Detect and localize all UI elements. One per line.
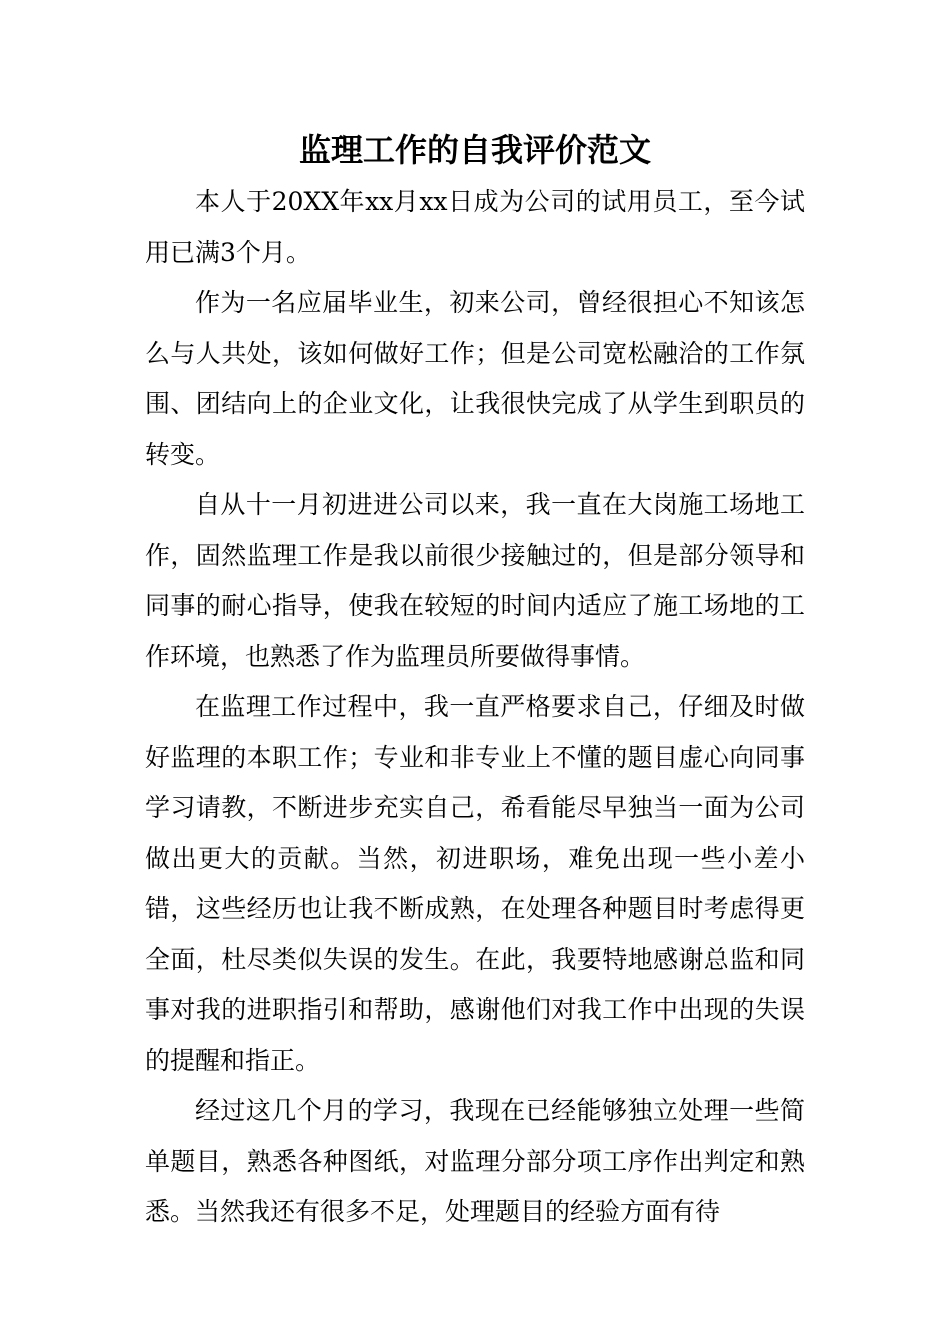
paragraph-4: 在监理工作过程中，我一直严格要求自己，仔细及时做好监理的本职工作；专业和非专业上不懂的题目虚心向同事学习请教，不断进步充实自己，希看能尽早独当一面为公司做出更大的贡献。当然，初进职场，难免出现一些小差小错，这些经历也让我不断成熟，在处理各种题目时考虑得更全面，杜尽类似失误的发生。在此，我要特地感谢总监和同事对我的进职指引和帮助，感谢他们对我工作中出现的失误的提醒和指正。	[145, 692, 805, 1075]
paragraph-2: 作为一名应届毕业生，初来公司，曾经很担心不知该怎么与人共处，该如何做好工作；但是公司宽松融洽的工作氛围、团结向上的企业文化，让我很快完成了从学生到职员的转变。	[145, 288, 805, 469]
paragraph-5: 经过这几个月的学习，我现在已经能够独立处理一些简单题目，熟悉各种图纸，对监理分部分项工序作出判定和熟悉。当然我还有很多不足，处理题目的经验方面有待	[145, 1096, 805, 1226]
document-body	[145, 177, 805, 1238]
paragraph-3: 自从十一月初进进公司以来，我一直在大岗施工场地工作，固然监理工作是我以前很少接触过的，但是部分领导和同事的耐心指导，使我在较短的时间内适应了施工场地的工作环境，也熟悉了作为监理员所要做得事情。	[145, 490, 805, 671]
document-title: 监理工作的自我评价范文	[298, 131, 651, 169]
paragraph-1: 本人于20XX年xx月xx日成为公司的试用员工，至今试用已满3个月。	[145, 187, 805, 267]
